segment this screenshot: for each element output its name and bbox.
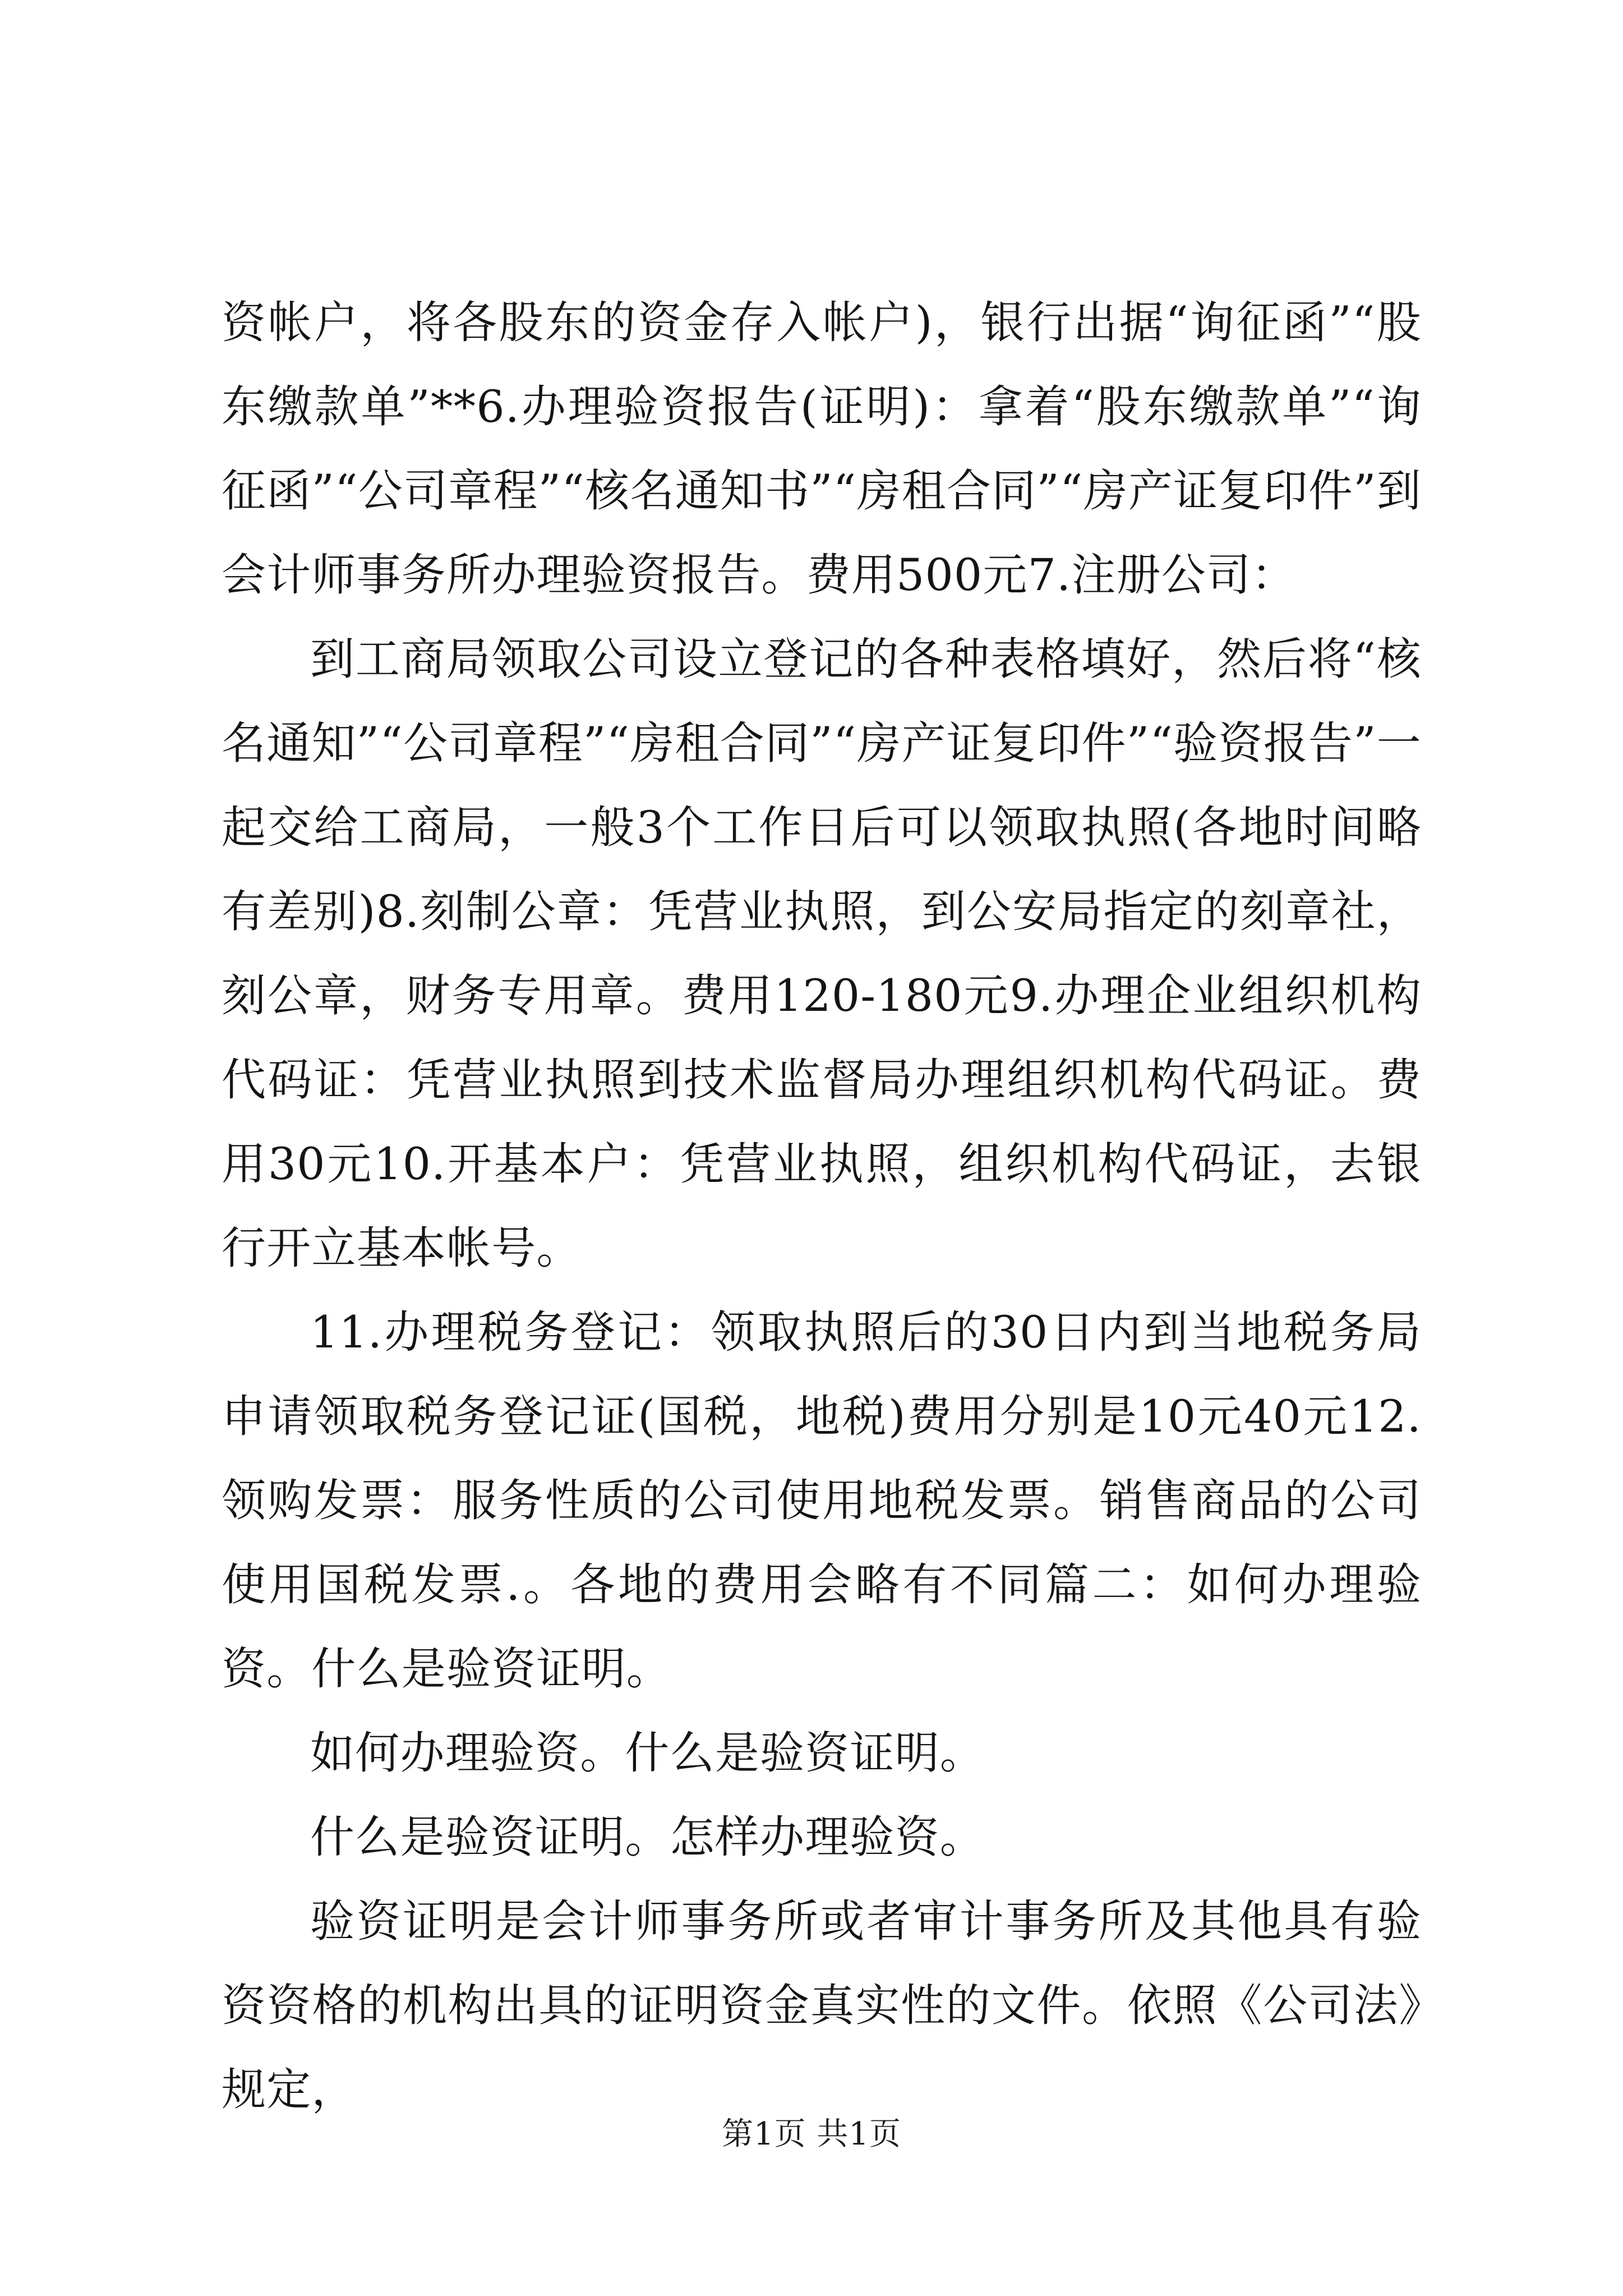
page-footer: 第1页 共1页 [721,2116,902,2152]
paragraph: 11.办理税务登记：领取执照后的30日内到当地税务局申请领取税务登记证(国税，地税)费用分别是10元40元12.领购发票：服务性质的公司使用地税发票。销售商品的公司使用国税发票.。各地的费用会略有不同篇二：如何办理验资。什么是验资证明。 [222,1306,1422,1695]
paragraph: 到工商局领取公司设立登记的各种表格填好，然后将“核名通知”“公司章程”“房租合同”“房产证复印件”“验资报告”一起交给工商局，一般3个工作日后可以领取执照(各地时间略有差别)8.刻制公章：凭营业执照，到公安局指定的刻章社，刻公章，财务专用章。费用120-180元9.办理企业组织机构代码证：凭营业执照到技术监督局办理组织机构代码证。费用30元10.开基本户：凭营业执照，组织机构代码证，去银行开立基本帐号。 [222,633,1422,1274]
paragraph: 如何办理验资。什么是验资证明。 [310,1727,985,1779]
paragraph: 什么是验资证明。怎样办理验资。 [310,1811,985,1863]
document-body [222,280,1422,2132]
paragraph: 资帐户，将各股东的资金存入帐户)，银行出据“询征函”“股东缴款单”**6.办理验资报告(证明)：拿着“股东缴款单”“询征函”“公司章程”“核名通知书”“房租合同”“房产证复印件”到会计师事务所办理验资报告。费用500元7.注册公司： [222,297,1422,601]
paragraph: 验资证明是会计师事务所或者审计事务所及其他具有验资资格的机构出具的证明资金真实性的文件。依照《公司法》规定， [222,1895,1422,2115]
